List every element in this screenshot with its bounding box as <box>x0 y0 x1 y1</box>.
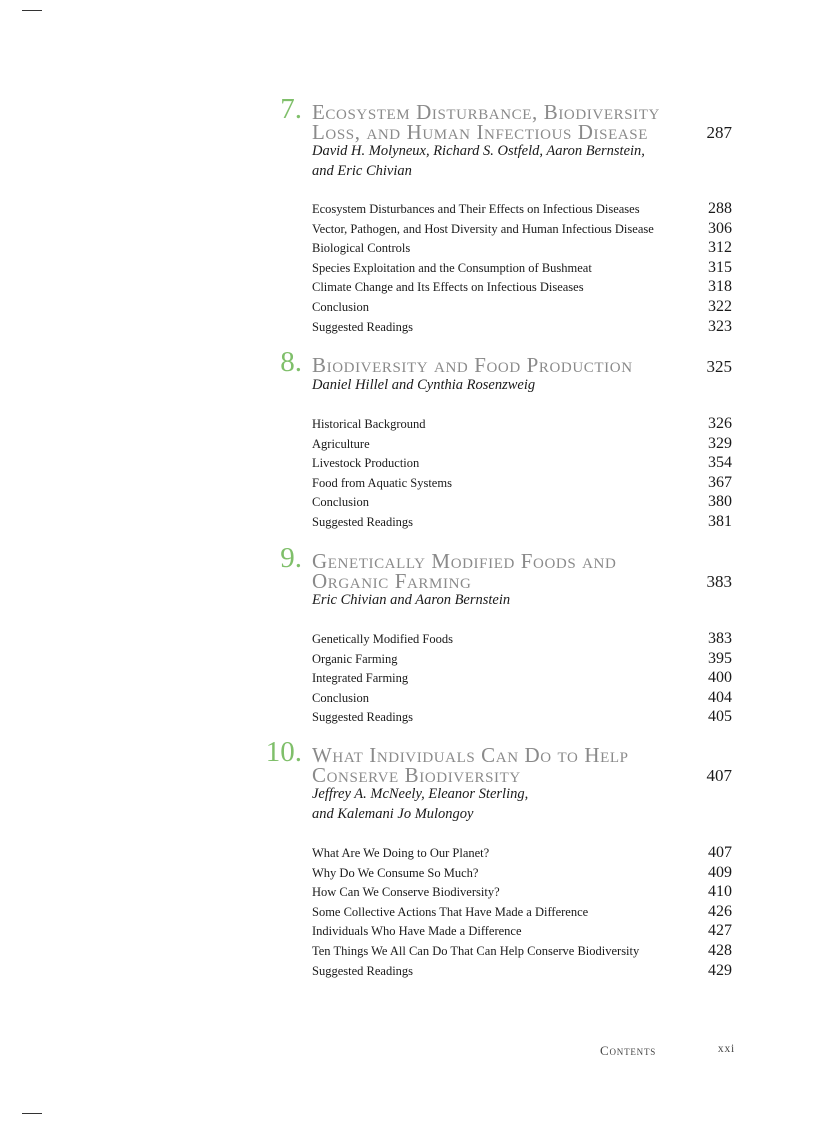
section-list <box>312 200 732 337</box>
toc-entry[interactable]: Integrated Farming 400 <box>312 669 732 687</box>
chapter-page: 287 <box>706 123 732 142</box>
footer-page-number: xxi <box>717 1043 735 1055</box>
footer-section: Contents <box>600 1043 657 1058</box>
chapter-page: 383 <box>706 572 732 591</box>
toc-entry[interactable]: Food from Aquatic Systems 367 <box>312 473 732 491</box>
toc-entry[interactable]: Genetically Modified Foods 383 <box>312 630 732 647</box>
toc-entry[interactable]: Biological Controls 312 <box>312 239 732 257</box>
chapter-number: 8. <box>280 346 302 378</box>
toc-entry[interactable]: Suggested Readings 429 <box>312 961 732 979</box>
page-footer <box>600 1043 735 1059</box>
toc-entry[interactable]: Climate Change and Its Effects on Infectious Diseases 318 <box>312 278 732 296</box>
toc-entry[interactable]: Suggested Readings 323 <box>312 317 732 335</box>
chapter-authors: Daniel Hillel and Cynthia Rosenzweig <box>312 377 536 393</box>
chapter-number: 9. <box>280 542 302 574</box>
section-list <box>312 630 732 728</box>
chapter-title: What Individuals Can Do to Help Conserve Biodiversity <box>312 743 629 787</box>
toc-entry[interactable]: Ecosystem Disturbances and Their Effects on Infectious Diseases 288 <box>312 200 732 217</box>
toc-entry[interactable]: Some Collective Actions That Have Made a Difference 426 <box>312 902 732 920</box>
toc-entry[interactable]: Ten Things We All Can Do That Can Help Conserve Biodiversity 428 <box>312 941 732 959</box>
toc-entry[interactable]: What Are We Doing to Our Planet? 407 <box>312 844 732 861</box>
chapter-page: 325 <box>706 357 732 376</box>
crop-mark-bottom-left <box>22 1113 42 1114</box>
section-list <box>312 844 732 981</box>
toc-entry[interactable]: Why Do We Consume So Much? 409 <box>312 863 732 881</box>
toc-entry[interactable]: Species Exploitation and the Consumption of Bushmeat 315 <box>312 258 732 276</box>
section-list <box>312 415 732 533</box>
toc-entry[interactable]: Agriculture 329 <box>312 434 732 452</box>
toc-entry[interactable]: Organic Farming 395 <box>312 649 732 667</box>
toc-entry[interactable]: Vector, Pathogen, and Host Diversity and Human Infectious Disease 306 <box>312 219 732 237</box>
chapter-number: 7. <box>280 93 302 125</box>
chapter-authors: David H. Molyneux, Richard S. Ostfeld, Aaron Bernstein, and Eric Chivian <box>312 143 645 179</box>
toc-entry[interactable]: Livestock Production 354 <box>312 454 732 472</box>
chapter-number: 10. <box>265 736 302 768</box>
chapter-authors: Jeffrey A. McNeely, Eleanor Sterling, and Kalemani Jo Mulongoy <box>312 786 529 822</box>
toc-entry[interactable]: Conclusion 322 <box>312 297 732 315</box>
toc-entry[interactable]: Individuals Who Have Made a Difference 427 <box>312 922 732 940</box>
chapter-page: 407 <box>706 766 732 785</box>
toc-entry[interactable]: How Can We Conserve Biodiversity? 410 <box>312 883 732 901</box>
toc-entry[interactable]: Historical Background 326 <box>312 415 732 432</box>
toc-entry[interactable]: Conclusion 404 <box>312 688 732 706</box>
crop-mark-top-left <box>22 10 42 11</box>
chapter-authors: Eric Chivian and Aaron Bernstein <box>312 592 511 608</box>
chapter-title: Genetically Modified Foods and Organic Farming <box>312 549 617 593</box>
toc-entry[interactable]: Conclusion 380 <box>312 493 732 511</box>
toc-entry[interactable]: Suggested Readings 381 <box>312 512 732 530</box>
toc-entry[interactable]: Suggested Readings 405 <box>312 708 732 726</box>
chapter-title: Ecosystem Disturbance, Biodiversity Loss, and Human Infectious Disease <box>312 100 660 144</box>
chapter-title: Biodiversity and Food Production <box>312 353 633 377</box>
